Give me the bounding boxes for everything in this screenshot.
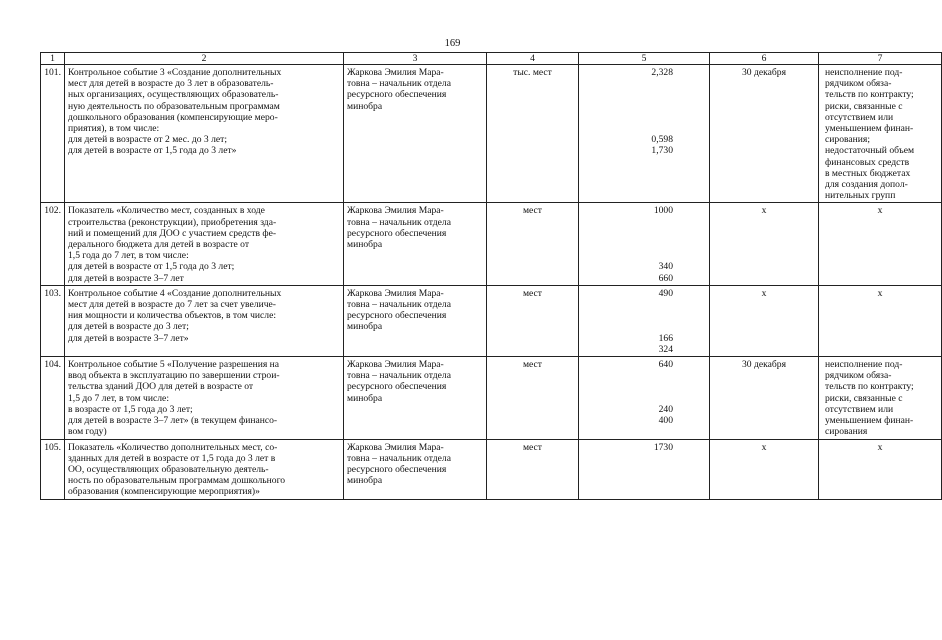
risk-line: неисполнение под- — [825, 359, 903, 371]
risks-cell: х — [819, 203, 942, 285]
responsible-line: ресурсного обеспечения — [347, 381, 447, 393]
risks-cell: х — [819, 285, 942, 356]
value-line — [582, 310, 673, 321]
description-line: зданных для детей в возрасте от 1,5 года до 3 лет в — [68, 452, 276, 464]
value-line — [582, 89, 673, 100]
value-line — [582, 250, 673, 261]
table-row — [41, 65, 942, 203]
risk-line: рядчиком обяза- — [825, 78, 892, 90]
description-line: для детей в возрасте 3–7 лет» — [68, 332, 189, 344]
table-header-row — [41, 53, 942, 65]
description-line: Контрольное событие 4 «Создание дополнительных — [68, 287, 282, 299]
risk-line: уменьшением финан- — [825, 415, 914, 427]
value-line: 240 — [658, 403, 673, 415]
risks-cell — [819, 65, 942, 203]
value-line: 1730 — [653, 441, 673, 453]
table-row — [41, 285, 942, 356]
description-line: для детей в возрасте до 3 лет; — [68, 321, 189, 333]
value-cell — [579, 357, 710, 439]
description-line: строительства (реконструкции), приобретения зда- — [68, 216, 277, 228]
value-line: 2,328 — [651, 67, 673, 78]
description-line: ных организациях, осуществляющих образователь- — [68, 89, 279, 101]
header-cell: 2 — [65, 53, 344, 65]
responsible-line: Жаркова Эмилия Мара- — [347, 287, 444, 299]
description-line: ОО, осуществляющих образовательную деятель- — [68, 463, 269, 475]
responsible-line: минобра — [347, 100, 383, 112]
value-line — [582, 299, 673, 310]
value-cell — [579, 203, 710, 285]
responsible-line: товна – начальник отдела — [347, 452, 451, 464]
value-line — [582, 112, 673, 123]
responsible-line: Жаркова Эмилия Мара- — [347, 441, 444, 453]
description-cell — [65, 439, 344, 499]
responsible-line: товна – начальник отдела — [347, 216, 451, 228]
risks-cell — [819, 357, 942, 439]
responsible-line: товна – начальник отдела — [347, 78, 451, 90]
description-line: Показатель «Количество мест, созданных в ходе — [68, 205, 265, 217]
value-line — [582, 370, 673, 381]
responsible-line: Жаркова Эмилия Мара- — [347, 67, 444, 78]
description-line: мест для детей в возрасте до 3 лет в образователь- — [68, 78, 274, 90]
responsible-line: ресурсного обеспечения — [347, 463, 447, 475]
description-line: ний и помещений для ДОО с участием средств фе- — [68, 227, 277, 239]
responsible-line: минобра — [347, 392, 383, 404]
risk-line: тельств по контракту; — [825, 381, 914, 393]
risk-line: отсутствием или — [825, 403, 894, 415]
description-line: вом году) — [68, 426, 107, 438]
risk-line: недостаточный объем — [825, 145, 915, 157]
description-cell — [65, 65, 344, 203]
risk-line: рядчиком обяза- — [825, 370, 892, 382]
header-cell: 6 — [710, 53, 819, 65]
risk-line: финансовых средств — [825, 156, 910, 168]
value-line: 166 — [658, 332, 673, 344]
table-row — [41, 439, 942, 499]
page-number: 169 — [444, 38, 461, 49]
value-line — [582, 393, 673, 404]
risk-line: тельств по контракту; — [825, 89, 914, 101]
value-line: 324 — [658, 343, 673, 355]
value-line — [582, 101, 673, 112]
value-line — [582, 381, 673, 392]
responsible-cell — [344, 65, 487, 203]
risk-line: нительных групп — [825, 190, 896, 202]
value-line — [582, 239, 673, 250]
value-line: 340 — [658, 261, 673, 273]
value-line: 660 — [658, 272, 673, 284]
risk-line: сирования; — [825, 134, 870, 146]
description-line: ния мощности и количества объектов, в том числе: — [68, 310, 277, 322]
risk-line: в местных бюджетах — [825, 167, 911, 179]
description-cell — [65, 203, 344, 285]
value-line — [582, 228, 673, 239]
description-line: для детей в возрасте от 1,5 года до 3 лет; — [68, 261, 235, 273]
unit-cell: мест — [487, 357, 579, 439]
value-line — [582, 78, 673, 89]
description-line: Контрольное событие 3 «Создание дополнительных — [68, 67, 282, 78]
unit-cell: мест — [487, 285, 579, 356]
responsible-cell — [344, 357, 487, 439]
value-cell — [579, 65, 710, 203]
row-number-cell: 101. — [41, 65, 65, 203]
responsible-line: ресурсного обеспечения — [347, 310, 447, 322]
header-cell: 7 — [819, 53, 942, 65]
unit-cell: мест — [487, 203, 579, 285]
description-line: ввод объекта в эксплуатацию по завершении строи- — [68, 370, 280, 382]
responsible-line: товна – начальник отдела — [347, 299, 451, 311]
value-line: 400 — [658, 415, 673, 427]
description-line: мест для детей в возрасте до 7 лет за счет увеличе- — [68, 299, 276, 311]
header-cell: 4 — [487, 53, 579, 65]
responsible-line: товна – начальник отдела — [347, 370, 451, 382]
deadline-cell: х — [710, 439, 819, 499]
description-line: дерального бюджета для детей в возрасте от — [68, 239, 250, 251]
unit-cell: мест — [487, 439, 579, 499]
description-line: приятия), в том числе: — [68, 123, 160, 135]
value-line: 490 — [658, 287, 673, 299]
value-line — [582, 123, 673, 134]
description-line: для детей в возрасте 3–7 лет» (в текущем финансо- — [68, 415, 278, 427]
value-line: 640 — [658, 359, 673, 371]
row-number-cell: 105. — [41, 439, 65, 499]
description-line: ность по образовательным программам дошкольного — [68, 475, 286, 487]
responsible-line: ресурсного обеспечения — [347, 227, 447, 239]
deadline-cell: х — [710, 203, 819, 285]
header-cell: 3 — [344, 53, 487, 65]
deadline-cell: 30 декабря — [710, 65, 819, 203]
description-line: для детей в возрасте от 2 мес. до 3 лет; — [68, 134, 227, 146]
risk-line: сирования — [825, 426, 868, 438]
description-line: ную деятельность по образовательным программам — [68, 100, 280, 112]
row-number-cell: 102. — [41, 203, 65, 285]
risk-line: риски, связанные с — [825, 100, 903, 112]
description-line: в возрасте от 1,5 года до 3 лет; — [68, 403, 193, 415]
responsible-line: минобра — [347, 239, 383, 251]
table-row — [41, 357, 942, 439]
description-line: тельства зданий ДОО для детей в возрасте от — [68, 381, 254, 393]
description-cell — [65, 357, 344, 439]
deadline-cell: х — [710, 285, 819, 356]
value-line: 0,598 — [651, 134, 673, 146]
value-line: 1000 — [653, 205, 673, 217]
value-cell — [579, 439, 710, 499]
value-line: 1,730 — [651, 145, 673, 157]
description-line: образования (компенсирующие мероприятия)» — [68, 486, 260, 498]
table-row — [41, 203, 942, 285]
description-line: 1,5 до 7 лет, в том числе: — [68, 392, 169, 404]
header-cell: 5 — [579, 53, 710, 65]
description-line: 1,5 года до 7 лет, в том числе: — [68, 250, 189, 262]
responsible-line: ресурсного обеспечения — [347, 89, 447, 101]
plan-table — [40, 52, 942, 500]
risk-line: для создания допол- — [825, 179, 908, 191]
risk-line: отсутствием или — [825, 111, 894, 123]
unit-cell: тыс. мест — [487, 65, 579, 203]
description-cell — [65, 285, 344, 356]
header-cell: 1 — [41, 53, 65, 65]
responsible-line: минобра — [347, 475, 383, 487]
value-cell — [579, 285, 710, 356]
description-line: Контрольное событие 5 «Получение разрешения на — [68, 359, 280, 371]
responsible-line: минобра — [347, 321, 383, 333]
value-line — [582, 321, 673, 332]
responsible-line: Жаркова Эмилия Мара- — [347, 205, 444, 217]
risk-line: неисполнение под- — [825, 67, 903, 78]
row-number-cell: 103. — [41, 285, 65, 356]
description-line: дошкольного образования (компенсирующие меро- — [68, 111, 278, 123]
deadline-cell: 30 декабря — [710, 357, 819, 439]
description-line: для детей в возрасте от 1,5 года до 3 лет» — [68, 145, 237, 157]
risks-cell: х — [819, 439, 942, 499]
value-line — [582, 217, 673, 228]
risk-line: риски, связанные с — [825, 392, 903, 404]
table-body — [41, 65, 942, 500]
responsible-cell — [344, 203, 487, 285]
description-line: Показатель «Количество дополнительных мест, со- — [68, 441, 278, 453]
responsible-line: Жаркова Эмилия Мара- — [347, 359, 444, 371]
row-number-cell: 104. — [41, 357, 65, 439]
description-line: для детей в возрасте 3–7 лет — [68, 272, 184, 284]
responsible-cell — [344, 439, 487, 499]
responsible-cell — [344, 285, 487, 356]
risk-line: уменьшением финан- — [825, 123, 914, 135]
